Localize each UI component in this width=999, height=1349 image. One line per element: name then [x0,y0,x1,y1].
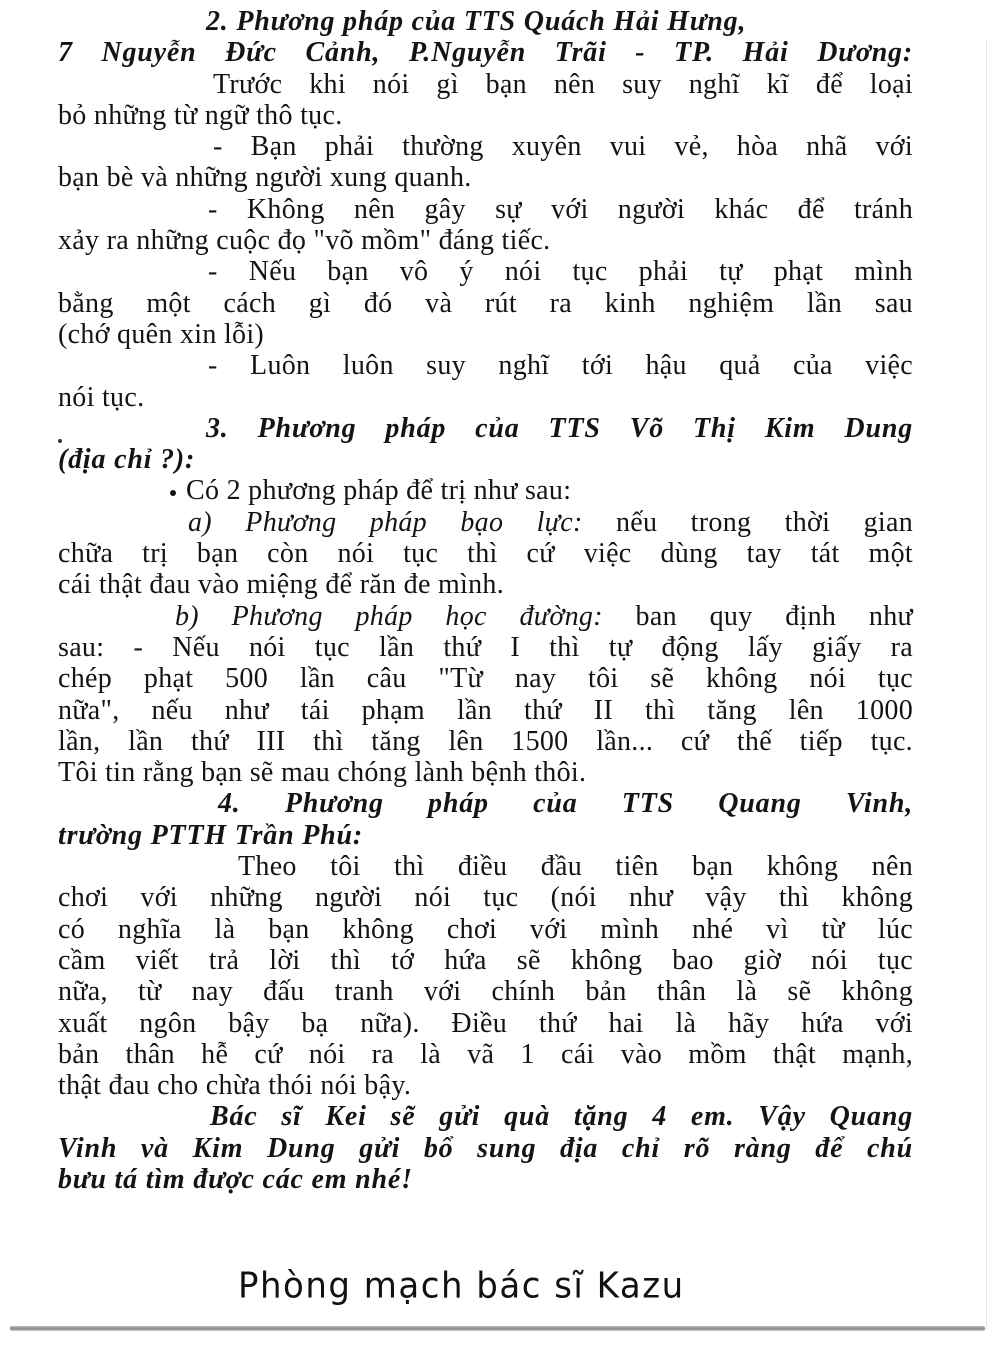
paragraph-line: thật đau cho chừa thói nói bậy. [58,1070,412,1102]
section-3-heading: 3. Phương pháp của TTS Võ Thị Kim Dung [206,412,913,444]
paragraph-line: cầm viết trả lời thì tớ hứa sẽ không bao giờ nói tục [58,944,913,976]
stray-mark [58,439,62,443]
method-b-label: b) Phương pháp học đường: [175,600,603,632]
paragraph-line: nữa, từ nay đấu tranh với chính bản thân là sẽ không [58,976,913,1008]
paragraph-line: Trước khi nói gì bạn nên suy nghĩ kĩ để loại [213,68,913,100]
footer-signature: Phòng mạch bác sĩ Kazu [238,1265,685,1307]
closing-note-line: bưu tá tìm được các em nhé! [58,1163,413,1195]
paragraph-line [58,601,913,632]
section-2-address: 7 Nguyễn Đức Cảnh, P.Nguyễn Trãi - TP. Hải Dương: [58,37,913,69]
paragraph-line: chép phạt 500 lần câu "Từ nay tôi sẽ không nói tục [58,663,913,695]
method-a-text: nếu trong thời gian [582,506,913,538]
closing-note-line: Bác sĩ Kei sẽ gửi quà tặng 4 em. Vậy Quang [210,1101,913,1133]
paragraph-line: bỏ những từ ngữ thô tục. [58,99,343,131]
page-edge [986,40,987,1330]
paragraph-line: cái thật đau vào miệng để răn đe mình. [58,569,505,601]
method-a-label: a) Phương pháp bạo lực: [188,506,583,538]
bullet-text: Có 2 phương pháp để trị như sau: [186,475,572,507]
paragraph-line: bạn bè và những người xung quanh. [58,162,472,194]
article-body [58,6,913,1195]
paragraph-line: Theo tôi thì điều đầu tiên bạn không nên [238,851,913,883]
paragraph-line: - Không nên gây sự với người khác để tránh [208,193,913,225]
paragraph-line: - Bạn phải thường xuyên vui vẻ, hòa nhã với [213,131,913,163]
paragraph-line: chữa trị bạn còn nói tục thì cứ việc dùng tay tát một [58,538,913,570]
paragraph-line [58,507,913,538]
paragraph-line: xuất ngôn bậy bạ nữa). Điều thứ hai là hãy hứa với [58,1007,913,1039]
paragraph-line: bản thân hễ cứ nói ra là vã 1 cái vào mồm thật mạnh, [58,1038,913,1070]
paragraph-line: - Luôn luôn suy nghĩ tới hậu quả của việc [208,350,913,382]
paragraph-line: - Nếu bạn vô ý nói tục phải tự phạt mình [208,256,913,288]
section-4-heading: 4. Phương pháp của TTS Quang Vinh, [218,788,913,820]
closing-note-line: Vinh và Kim Dung gửi bổ sung địa chỉ rõ ràng để chú [58,1132,913,1164]
paragraph-line: (chớ quên xin lỗi) [58,318,265,350]
paragraph-line: lần, lần thứ III thì tăng lên 1500 lần... cứ thế tiếp tục. [58,725,913,757]
paragraph-line: chơi với những người nói tục (nói như vậy thì không [58,882,913,914]
section-2-heading: 2. Phương pháp của TTS Quách Hải Hưng, [206,6,747,37]
paragraph-line [58,475,913,506]
method-b-text: ban quy định như [602,600,913,632]
paragraph-line: nói tục. [58,381,145,413]
section-4-school: trường PTTH Trần Phú: [58,819,364,851]
paragraph-line: Tôi tin rằng bạn sẽ mau chóng lành bệnh thôi. [58,757,587,789]
section-3-address: (địa chỉ ?): [58,444,196,476]
paragraph-line: bằng một cách gì đó và rút ra kinh nghiệm lần sau [58,287,913,319]
paragraph-line: nữa", nếu như tái phạm lần thứ II thì tăng lên 1000 [58,694,913,726]
bottom-divider [10,1326,985,1331]
paragraph-line: xảy ra những cuộc đọ "võ mồm" đáng tiếc. [58,225,551,257]
paragraph-line: sau: - Nếu nói tục lần thứ I thì tự động lấy giấy ra [58,631,913,663]
paragraph-line: có nghĩa là bạn không chơi với mình nhé vì từ lúc [58,913,913,945]
bullet-icon [170,490,176,496]
